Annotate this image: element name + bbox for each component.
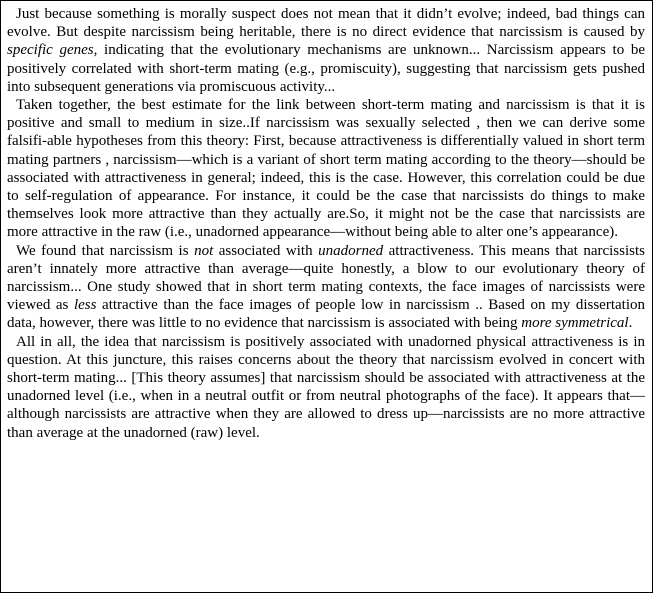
emphasis-run: unadorned: [318, 242, 384, 259]
text-run: .: [628, 315, 633, 332]
paragraph-1: [7, 5, 645, 96]
text-run: Just because something is morally suspect does not mean that it didn’t evolve; indeed, bad things can evolve. But despite narcissism being heritable, there is no direct evidence that narcissism is caused by: [7, 6, 645, 41]
text-run: , indicating that the evolutionary mechanisms are unknown... Narcissism appears to be positively correlated with short-term mating (e.g., promiscuity), suggesting that narcissism gets pushed into subsequent generations via promiscuous activity...: [7, 42, 645, 95]
text-run: attractive than the face images of people low in narcissism .. Based on my dissertation data, however, there was little to no evidence that narcissism is associated with being: [7, 297, 645, 332]
emphasis-run: specific genes: [7, 42, 94, 59]
emphasis-run: more symmetrical: [521, 315, 629, 332]
text-run: associated with: [213, 242, 319, 259]
paragraph-2: [7, 96, 645, 242]
emphasis-run: not: [194, 242, 214, 259]
text-run: We found that narcissism is: [16, 242, 195, 259]
paragraph-4: [7, 333, 645, 442]
text-run: Taken together, the best estimate for the link between short-term mating and narcissism is that it is positive and small to medium in size..If narcissism was sexually selected , then we can derive some falsifi-able hypotheses from this theory: First, because attractiveness is differentially valued in short term mating partners , narcissism—which is a variant of short term mating according to the theory—should be associated with attractiveness in general; indeed, this is the case. However, this correlation could be due to self-regulation of appearance. For instance, it could be the case that narcissists do things to make themselves look more attractive than they actually are.So, it might not be the case that narcissists are more attractive in the raw (i.e., unadorned appearance—without being able to alter one’s appearance).: [7, 97, 645, 241]
text-run: All in all, the idea that narcissism is positively associated with unadorned physical attractiveness is in question. At this juncture, this raises concerns about the theory that narcissism evolved in concert with short-term mating... [This theory assumes] that narcissism should be associated with attractiveness at the unadorned level (i.e., when in a neutral outfit or from neutral photographs of the face). It appears that—although narcissists are attractive when they are allowed to dress up—narcissists are no more attractive than average at the unadorned (raw) level.: [7, 333, 645, 441]
paragraph-3: [7, 242, 645, 333]
emphasis-run: less: [73, 297, 97, 314]
text-run: attractiveness. This means that narcissists aren’t innately more attractive than average—quite honestly, a blow to our evolutionary theory of narcissism... One study showed that in short term mating contexts, the face images of narcissists were viewed as: [7, 242, 645, 314]
